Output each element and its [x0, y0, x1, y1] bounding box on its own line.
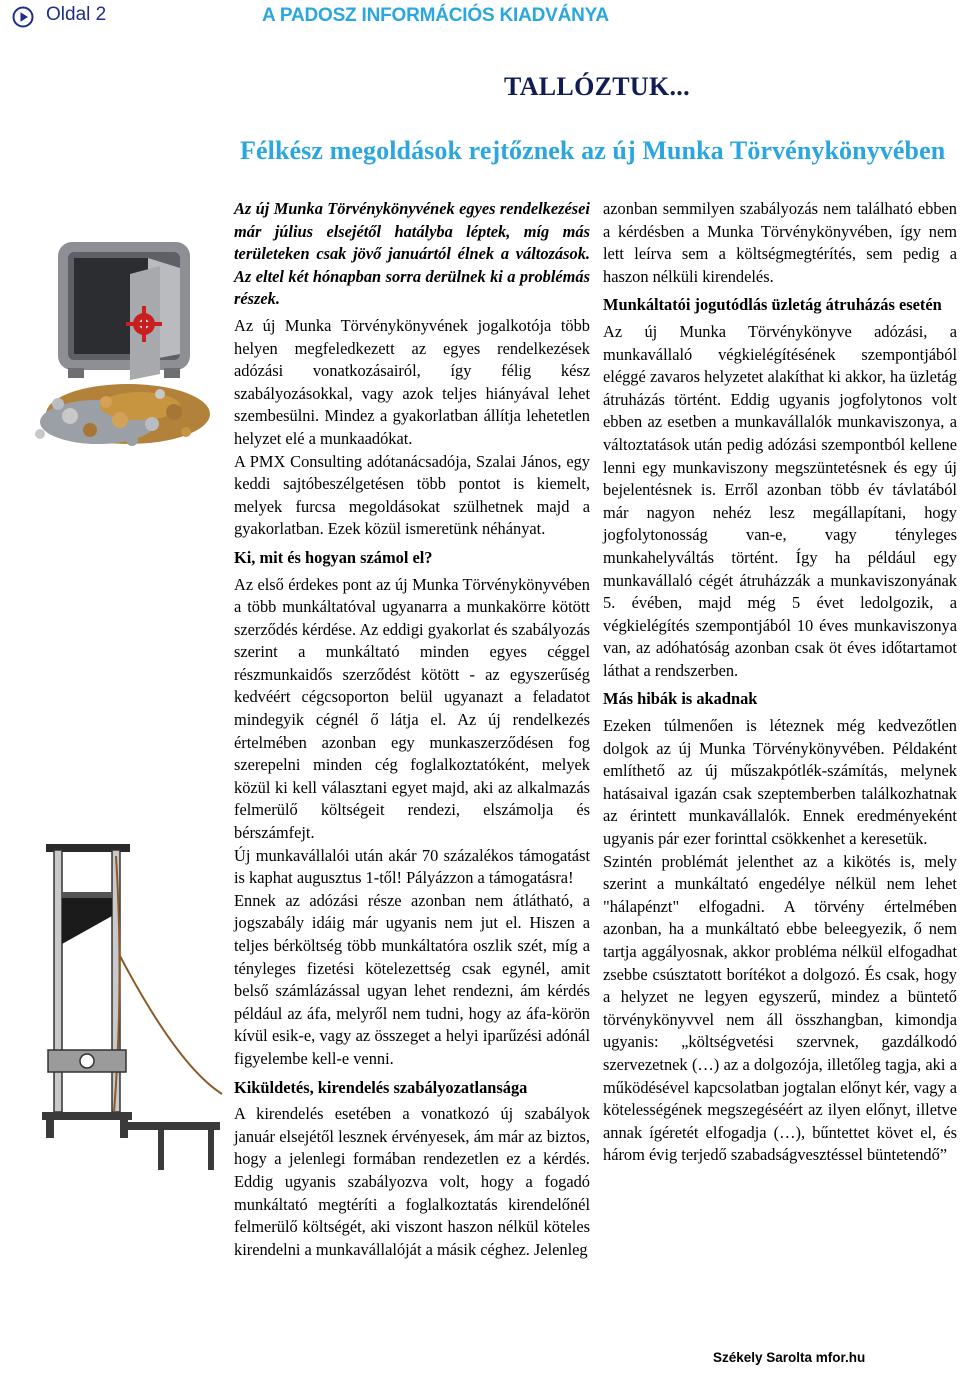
- lead-paragraph: Az új Munka Törvénykönyvének egyes rendelkezései már július elsejétől hatályba léptek, míg más területeken csak jövő januártól élnek a változások. Az eltel két hónapban sorra derülnek ki a problémás részek.: [234, 199, 590, 309]
- article-column-1: [234, 198, 590, 1261]
- body-paragraph: azonban semmilyen szabályozás nem található ebben a kérdésben a Munka Törvénykönyvében, így nem lett leírva sem a költségmegtérítés, sem pedig a haszon nélküli kirendelés.: [603, 199, 957, 286]
- page-header: [0, 0, 960, 34]
- body-paragraph: Az új Munka Törvénykönyvének jogalkotója több helyen megfeledkezett az egyes rendelkezések adózási vonatkozásairól, így félig kész szabályozásokkal, vagy azok teljes hiányával lehet szembesülni. Mindez a gyakorlatban állítja lehetetlen helyzet elé a munkaadókat.: [234, 315, 590, 448]
- article-column-2: [603, 198, 957, 1167]
- subheading: Kiküldetés, kirendelés szabályozatlansága: [234, 1077, 528, 1097]
- body-paragraph: Szintén problémát jelenthet az a kikötés is, mely szerint a munkáltató engedélye nélkül nem lehet "hálapénzt" elfogadni. A törvény értelmében azonban, ha a munkáltató ebbe beleegyezik, ő nem tartja aggályosnak, akkor probléma nélkül elfogadhat zsebbe csúsztatott borítékot a dolgozó. És csak, hogy a helyzet ne legyen egyszerű, mindez a büntető törvénykönyvvel nem áll összhangban, kimondja ugyanis: „költségvetési szervnek, gazdálkodó szervezetnek (…) az a dolgozója, illetőleg tagja, aki a működésével kapcsolatban jogtalan előnyt kér, vagy a kötelességének megszegéséért az ilyen előnyt, illetve annak ígéretét elfogadja (…), bűntettet követ el, és három évig terjedő szabadságvesztéssel büntetendő”: [603, 851, 957, 1165]
- subheading: Munkáltatói jogutódlás üzletág átruházás esetén: [603, 295, 942, 315]
- article-headline: Félkész megoldások rejtőznek az új Munka Törvénykönyvében: [240, 136, 946, 165]
- body-paragraph: Ennek az adózási része azonban nem átlátható, a jogszabály idáig már ugyanis nem jut el. Hiszen a teljes bérköltség több munkáltatóra oszlik szét, míg a tényleges fizetési kötelezettség csak egynél, amit belső számlázással ugyan lehet rendezni, ám kérdés például az áfa, melyről nem tudni, hogy az áfa-körön kívül esik-e, vagy az összeget a helyi iparűzési adónál figyelembe kell-e venni.: [234, 890, 590, 1068]
- body-paragraph: Az új Munka Törvénykönyve adózási, a munkavállaló végkielégítésének szempontjából eléggé zavaros helyzetet alakíthat ki akkor, ha üzletág átruházás történt. Eddig ugyanis jogfolytonos volt ebben az esetben a munkavállalók munkaviszonya, a változtatások után pedig adózási szempontból kellene lenni egy munkaviszony megszüntetésnek és egy új bejelentésnek is. Erről azonban több év távlatából már nagyon nehéz lesz megállapítani, hogy jogfolytonosság van-e, vagy tényleges munkahelyváltás történt. Így ha például egy munkavállaló cégét átruházzák a munkaviszonyának 5. évében, majd még 5 évet ledolgozik, a végkielégítés szempontjából 10 éves munkaviszonya van, az adóhatóság azonban csak öt éves időtartamot láthat a rendszerben.: [603, 321, 957, 680]
- body-paragraph: Új munkavállalói után akár 70 százalékos támogatást is kaphat augusztus 1-től! Pályázzon a támogatásra!: [234, 845, 590, 888]
- safe-with-coins-image: [10, 184, 216, 529]
- publication-title: A PADOSZ INFORMÁCIÓS KIADVÁNYA: [262, 5, 609, 26]
- subheading: Ki, mit és hogyan számol el?: [234, 547, 433, 567]
- body-paragraph: Az első érdekes pont az új Munka Törvénykönyvében a több munkáltatóval ugyanarra a munkakörre kötött szerződés kérdése. Az eddigi gyakorlat és szabályozás szerint a munkáltató minden egyes céggel részmunkaidős szerződést kötött - az egyszerűség kedvéért cégcsoporton belül ugyanazt a feladatot mindegyik cégnél ő látja el. Az új rendelkezés értelmében azonban egy munkaszerződésen fog szerepelni minden cég foglalkoztatóként, melyek közül ki kell választani egyet majd, aki az alkalmazás felmerülő költségeit rendezi, elszámolja és bérszámfejt.: [234, 574, 590, 843]
- play-circle-icon[interactable]: [12, 6, 34, 28]
- author-credit: Székely Sarolta mfor.hu: [713, 1350, 866, 1365]
- guillotine-image: [8, 836, 226, 1196]
- section-label: TALLÓZTUK...: [504, 72, 690, 101]
- body-paragraph: Ezeken túlmenően is léteznek még kedvezőtlen dolgok az új Munka Törvénykönyvében. Példaként említhető az új műszakpótlék-számítás, melynek hatásaival igazán csak szeptemberben találkozhatnak az érintett munkavállalók. Ennek eredményeként ugyanis pár ezer forinttal csökkenhet a keresetük.: [603, 716, 957, 849]
- body-paragraph: A PMX Consulting adótanácsadója, Szalai János, egy keddi sajtóbeszélgetésen több pontot is kiemelt, melyek furcsa megoldásokat szülhetnek majd a gyakorlatban. Ezek közül ismeretünk néhányat.: [234, 451, 590, 539]
- page-number: Oldal 2: [46, 4, 107, 25]
- subheading: Más hibák is akadnak: [603, 689, 758, 709]
- body-paragraph: A kirendelés esetében a vonatkozó új szabályok január elsejétől lesznek érvényesek, ám már az biztos, hogy a jelenlegi formában rendezetlen ez a kérdés. Eddig ugyanis szabályozva volt, hogy a fogadó munkáltató megtéríti a foglalkoztatás kirendelőnél felmerülő költségét, aki viszont haszon nélkül köteles kirendelni a munkavállalóját a másik céghez. Jelenleg: [234, 1104, 590, 1259]
